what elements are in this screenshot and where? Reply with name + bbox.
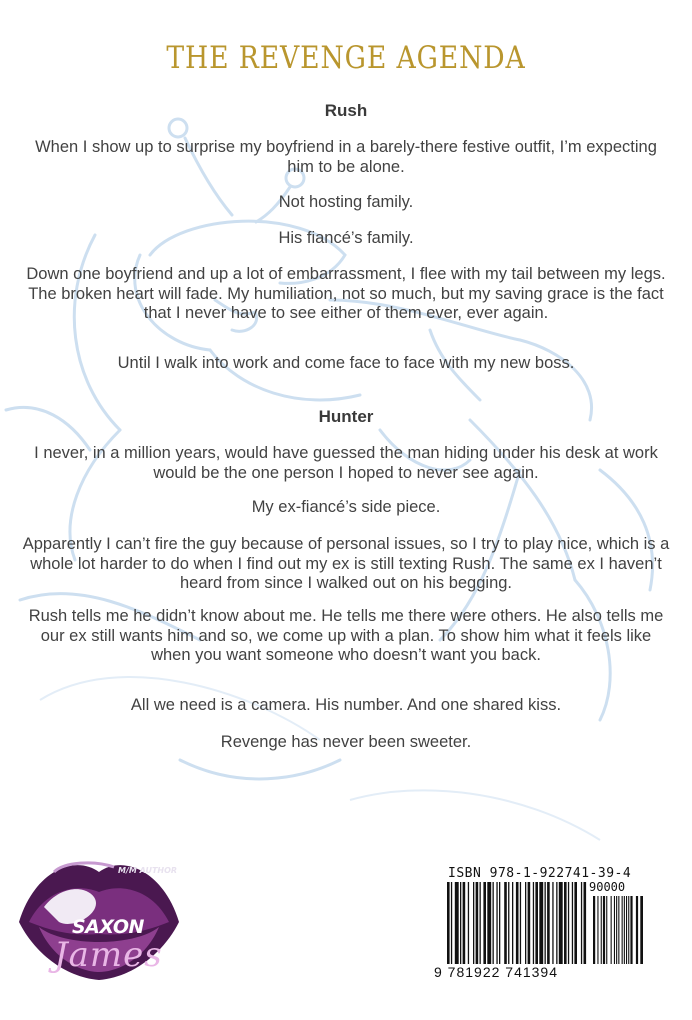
- section-heading-rush: Rush: [324, 101, 368, 120]
- barcode-bar: [496, 882, 497, 964]
- barcode-bar: [581, 882, 582, 964]
- barcode-bar: [520, 882, 521, 964]
- barcode-bar: [516, 882, 519, 964]
- barcode-bar: [487, 882, 491, 964]
- barcode-bar: [539, 882, 543, 964]
- barcode-bar: [460, 882, 461, 964]
- book-title: THE REVENGE AGENDA: [166, 40, 526, 76]
- blurb-paragraph: When I show up to surprise my boyfriend in a barely-there festive outfit, I’m expecting him to be alone.: [35, 138, 657, 176]
- barcode-addon-bar: [597, 896, 598, 964]
- barcode-bar: [525, 882, 526, 964]
- barcode-bar: [508, 882, 509, 964]
- barcode-bar: [473, 882, 474, 964]
- author-name-script: James: [54, 935, 163, 975]
- barcode-bar: [584, 882, 587, 964]
- barcode-addon-bar: [618, 896, 619, 964]
- barcode-addon-bar: [614, 896, 615, 964]
- barcode-bar: [533, 882, 534, 964]
- blurb-paragraph: Rush tells me he didn’t know about me. He tells me there were others. He also tells me our ex still wants him and so, we come up with a plan. To show him what it feels like when you want someone who doesn’t want you back.: [28, 607, 664, 664]
- barcode-bar: [463, 882, 466, 964]
- blurb-paragraph: His fiancé’s family.: [278, 229, 414, 247]
- blurb-paragraph: Down one boyfriend and up a lot of embarrassment, I flee with my tail between my legs. The broken heart will fade. My humiliation, not so much, but my saving grace is the fact that I never have to see either of them ever, ever again.: [26, 265, 666, 322]
- author-name: SAXON: [72, 916, 144, 938]
- barcode-addon-bar: [624, 896, 625, 964]
- barcode-bar: [455, 882, 459, 964]
- barcode-addon-bar: [628, 896, 629, 964]
- barcode-bar: [574, 882, 577, 964]
- barcode-bar: [545, 882, 546, 964]
- barcode-bar: [499, 882, 500, 964]
- section-heading-hunter: Hunter: [318, 407, 374, 426]
- blurb-paragraph: All we need is a camera. His number. And one shared kiss.: [130, 696, 562, 714]
- barcode-addon-number: 90000: [589, 880, 626, 894]
- barcode-bars: [447, 882, 643, 964]
- author-tagline: M/M AUTHOR: [118, 866, 178, 875]
- barcode-bar: [483, 882, 486, 964]
- barcode-bar: [476, 882, 479, 964]
- barcode-bar: [564, 882, 567, 964]
- barcode-addon-bar: [630, 896, 632, 964]
- blurb-paragraph: Not hosting family.: [278, 193, 414, 211]
- barcode-addon-bar: [626, 896, 627, 964]
- barcode-bar: [447, 882, 450, 964]
- barcode-addon-bar: [611, 896, 612, 964]
- barcode-bar: [547, 882, 550, 964]
- barcode-addon-bar: [640, 896, 643, 964]
- barcode-bar: [568, 882, 569, 964]
- barcode-digits: 9 781922 741394: [434, 964, 558, 980]
- barcode-bar: [480, 882, 481, 964]
- barcode-bar: [552, 882, 553, 964]
- blurb-paragraph: Apparently I can’t fire the guy because of personal issues, so I try to play nice, which is a whole lot harder to do when I find out my ex is still texting Rush. The same ex I haven’t heard from since I walked out on his begging.: [22, 535, 670, 592]
- barcode-bar: [559, 882, 563, 964]
- blurb-paragraph: Revenge has never been sweeter.: [220, 733, 472, 751]
- blurb-paragraph: My ex-fiancé’s side piece.: [251, 498, 441, 516]
- isbn-label: ISBN 978-1-922741-39-4: [448, 866, 632, 881]
- barcode-bar: [504, 882, 507, 964]
- blurb-paragraph: Until I walk into work and come face to face with my new boss.: [117, 354, 575, 372]
- barcode-addon-bar: [622, 896, 623, 964]
- barcode-bar: [512, 882, 513, 964]
- barcode-bar: [451, 882, 452, 964]
- barcode-bar: [528, 882, 531, 964]
- barcode-addon-bar: [606, 896, 607, 964]
- barcode-addon-bar: [593, 896, 595, 964]
- barcode-addon-bar: [603, 896, 605, 964]
- blurb-paragraph: I never, in a million years, would have guessed the man hiding under his desk at work would be the one person I hoped to never see again.: [34, 444, 658, 482]
- barcode-bar: [468, 882, 469, 964]
- barcode-bar: [535, 882, 538, 964]
- barcode-bar: [572, 882, 573, 964]
- barcode-addon-bar: [636, 896, 638, 964]
- barcode-bar: [556, 882, 557, 964]
- barcode-addon-bar: [601, 896, 602, 964]
- barcode-bar: [493, 882, 494, 964]
- barcode-addon-bar: [616, 896, 617, 964]
